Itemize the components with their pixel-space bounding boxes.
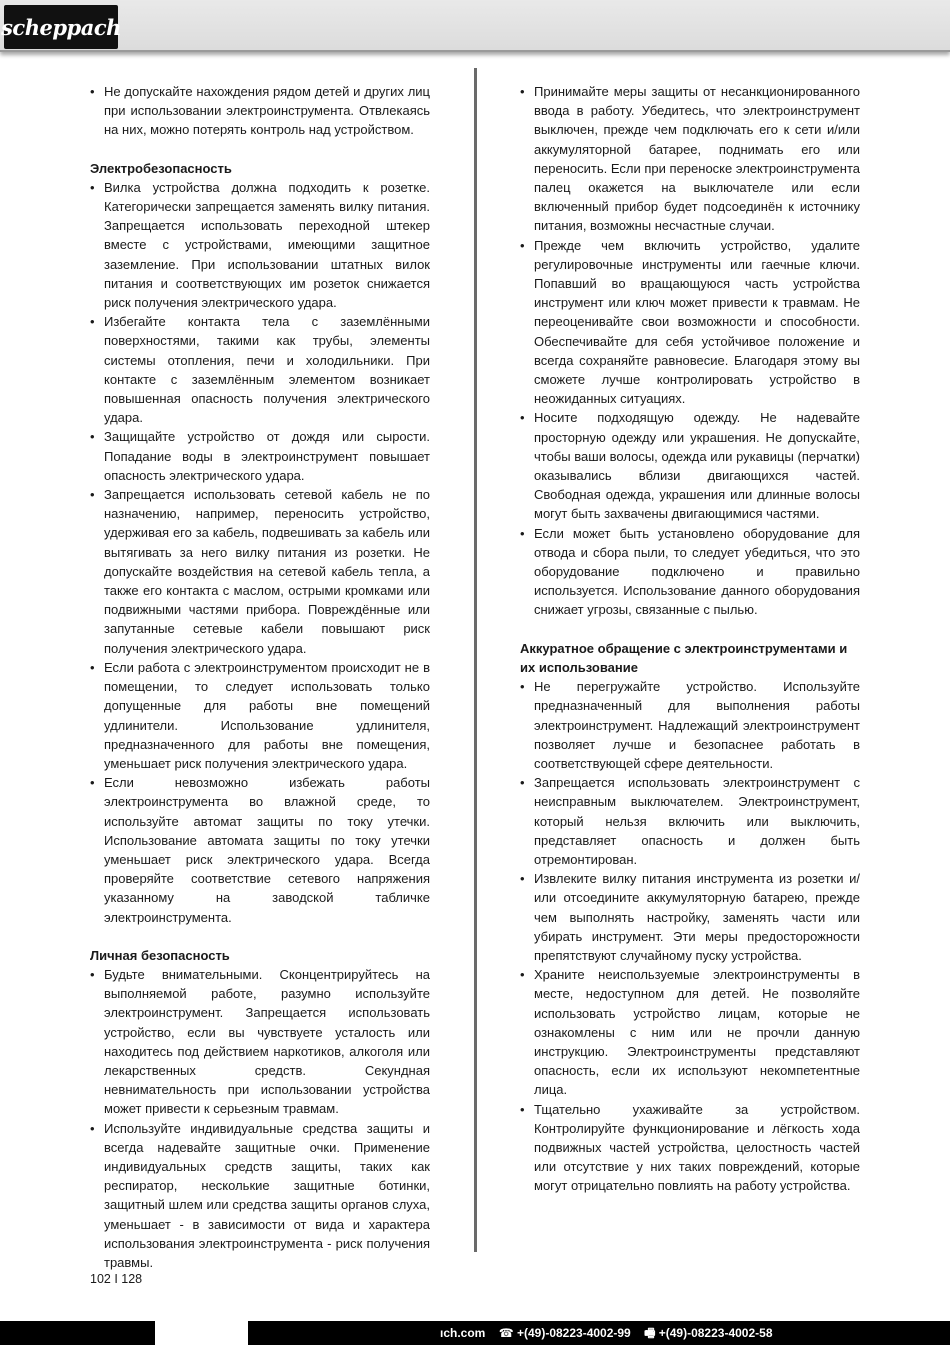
list-item: • Избегайте контакта тела с заземлёнными поверхностями, такими как трубы, элементы системы отопления, печи и холодильники. При контакте с заземлённым элементом возникает повышенная опасность получения электрического удара.	[90, 312, 430, 427]
section-heading-electrical-safety: Электробезопасность	[90, 160, 232, 176]
left-intro-list	[90, 82, 430, 140]
footer-contacts	[440, 1324, 783, 1345]
scheppach-logo	[1, 5, 121, 49]
footer-phone: ☎ +(49)-08223-4002-99	[498, 1326, 631, 1340]
personal-safety-list	[90, 965, 430, 1272]
list-item: • Запрещается использовать электроинструмент с неисправным выключателем. Электроинструмент, который нельзя включить или выключить, представляет опасность и должен быть отремонтирован.	[520, 773, 860, 869]
page-header	[0, 0, 950, 52]
list-item: • Храните неиспользуемые электроинструменты в месте, недоступном для детей. Не позволяйте использовать устройство лицам, которые не ознакомлены с ним или не прочли данную инструкцию. Электроинструменты представляют опасность, если их используют некомпетентные лица.	[520, 965, 860, 1099]
right-column	[520, 82, 860, 1196]
list-item: • Запрещается использовать сетевой кабель не по назначению, например, переносить устройство, удерживая его за кабель, подвешивать за кабель или вытягивать за него вилку питания из розетки. Не допускайте воздействия на сетевой кабель тепла, а также его контакта с маслом, острыми кромками или подвижными частями прибора. Повреждённые или запутанные сетевые кабели повышают риск получения электрического удара.	[90, 485, 430, 658]
electrical-safety-list	[90, 178, 430, 927]
list-item: • Если работа с электроинструментом происходит не в помещении, то следует использовать только допущенные для работы вне помещений удлинители. Использование удлинителя, предназначенного для работы вне помещения, уменьшает риск получения электрического удара.	[90, 658, 430, 773]
page-number: 102 I 128	[90, 1272, 143, 1286]
list-item: • Не перегружайте устройство. Используйте предназначенный для выполнения работы электроинструмент. Надлежащий электроинструмент позволяет лучше и безопаснее работать в соответствующей сфере деятельности.	[520, 677, 860, 773]
list-item: • Будьте внимательными. Сконцентрируйтесь на выполняемой работе, разумно используйте электроинструмент. Запрещается использовать устройство, если вы чувствуете усталость или находитесь под действием наркотиков, алкоголя или лекарственных средств. Секундная невнимательность при использовании устройства может привести к серьезным травмам.	[90, 965, 430, 1119]
footer-gap	[155, 1321, 248, 1345]
tool-handling-list	[520, 677, 860, 1195]
list-item: • Если невозможно избежать работы электроинструмента во влажной среде, то используйте автомат защиты по току утечки. Использование автомата защиты по току утечки уменьшает риск электрического удара. Всегда проверяйте соответствие сетевого напряжения указанному на заводской табличке электроинструмента.	[90, 773, 430, 927]
section-heading-tool-handling: Аккуратное обращение с электроинструментами и их использование	[520, 640, 848, 675]
list-item: • Не допускайте нахождения рядом детей и других лиц при использовании электроинструмента. Отвлекаясь на них, можно потерять контроль над устройством.	[90, 82, 430, 140]
page-footer	[0, 1321, 950, 1345]
list-item: • Прежде чем включить устройство, удалите регулировочные инструменты или гаечные ключи. Попавший во вращающуюся часть устройства инструмент или ключ может привести к травмам. Не переоценивайте свои возможности и способности. Обеспечивайте для себя устойчивое положение и всегда сохраняйте равновесие. Благодаря этому вы сможете лучше контролировать устройство в неожиданных ситуациях.	[520, 236, 860, 409]
list-item: • Если может быть установлено оборудование для отвода и сбора пыли, то следует убедиться, что это оборудование подключено и правильно используется. Использование данного оборудования снижает угрозы, связанные с пылью.	[520, 524, 860, 620]
left-column	[90, 82, 430, 1272]
column-divider	[474, 68, 477, 1252]
right-intro-list	[520, 82, 860, 620]
list-item: • Используйте индивидуальные средства защиты и всегда надевайте защитные очки. Применение индивидуальных средств защиты, таких как респиратор, несколькие защитные ботинки, защитный шлем или средства защиты органов слуха, уменьшает - в зависимости от вида и характера использования электроинструмента - риск получения травмы.	[90, 1119, 430, 1273]
list-item: • Извлеките вилку питания инструмента из розетки и/или отсоедините аккумуляторную батарею, прежде чем выполнять настройку, заменять части или убирать инструмент. Эти меры предосторожности препятствуют случайному пуску устройства.	[520, 869, 860, 965]
list-item: • Защищайте устройство от дождя или сырости. Попадание воды в электроинструмент повышает опасность электрического удара.	[90, 427, 430, 485]
list-item: • Носите подходящую одежду. Не надевайте просторную одежду или украшения. Не допускайте, чтобы ваши волосы, одежда или рукавицы (перчатки) оказывались вблизи двигающихся частей. Свободная одежда, украшения или длинные волосы могут быть захвачены двигающимися частями.	[520, 408, 860, 523]
logo-text: scheppach	[1, 14, 121, 40]
list-item: • Тщательно ухаживайте за устройством. Контролируйте функционирование и лёгкость хода подвижных частей устройства, целостность частей или отсутствие у них таких повреждений, которые могут отрицательно повлиять на работу устройства.	[520, 1100, 860, 1196]
section-heading-personal-safety: Личная безопасность	[90, 947, 230, 963]
list-item: • Принимайте меры защиты от несанкционированного ввода в работу. Убедитесь, что электроинструмент выключен, прежде чем подключать его к сети и/или аккумуляторной батарее, поднимать его или переносить. Если при переноске электроинструмента палец окажется на выключателе или если включенный прибор будет подсоединён к источнику питания, возможны несчастные случаи.	[520, 82, 860, 236]
list-item: • Вилка устройства должна подходить к розетке. Категорически запрещается заменять вилку питания. Запрещается использовать переходной штекер вместе с устройствами, имеющими защитное заземление. При использовании штатных вилок питания и соответствующих им розеток снижается риск получения электрического удара.	[90, 178, 430, 312]
footer-website: ıch.com	[440, 1326, 486, 1340]
footer-fax: 🖷 +(49)-08223-4002-58	[644, 1326, 773, 1340]
